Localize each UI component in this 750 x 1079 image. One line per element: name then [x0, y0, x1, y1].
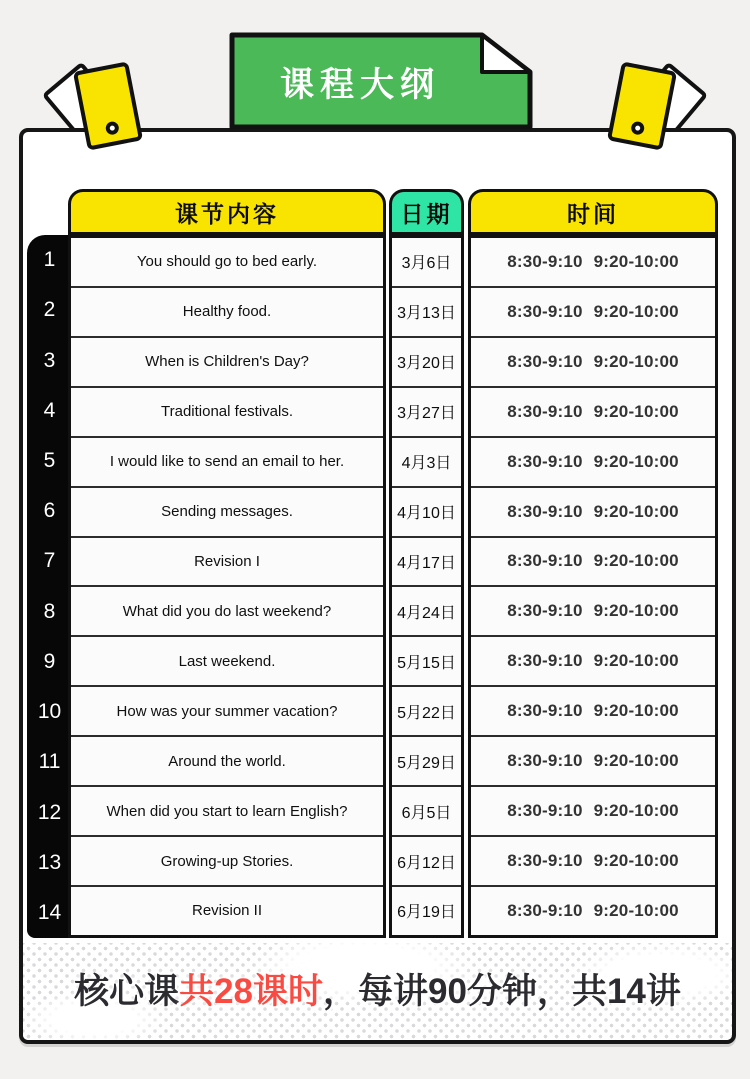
lesson-content-cell: Around the world. [71, 735, 383, 785]
footer-prefix: 核心课 [74, 971, 180, 1011]
lesson-time-cell: 8:30-9:10 9:20-10:00 [471, 536, 715, 586]
header-lesson-content: 课节内容 [68, 189, 386, 235]
lesson-content-cell: I would like to send an email to her. [71, 436, 383, 486]
lesson-content-cell: Growing-up Stories. [71, 835, 383, 885]
lesson-date-cell: 4月24日 [392, 585, 461, 635]
lesson-number: 6 [43, 499, 56, 523]
tag-hole-icon [630, 120, 645, 135]
lesson-time-cell: 8:30-9:10 9:20-10:00 [471, 885, 715, 935]
lesson-date-cell: 3月6日 [401, 255, 452, 273]
lesson-content-cell: What did you do last weekend? [71, 585, 383, 635]
lesson-time-cell: 8:30-9:10 9:20-10:00 [471, 635, 715, 685]
row-number-strip [27, 235, 72, 938]
lesson-number: 13 [37, 850, 62, 874]
lesson-number: 1 [43, 248, 56, 272]
lesson-content-cell: How was your summer vacation? [71, 685, 383, 735]
footer-highlight: 共28课时 [179, 971, 324, 1011]
lesson-number: 5 [43, 448, 56, 472]
lesson-date-cell: 4月17日 [392, 536, 461, 586]
lesson-time-cell: 8:30-9:10 9:20-10:00 [471, 835, 715, 885]
tag-hole-icon [105, 120, 120, 135]
lesson-date-cell: 6月12日 [392, 835, 461, 885]
header-time: 时间 [468, 189, 718, 235]
lesson-content-cell: You should go to bed early. [136, 253, 318, 271]
lesson-date-cell: 3月20日 [392, 336, 461, 386]
lesson-time-cell: 8:30-9:10 9:20-10:00 [471, 486, 715, 536]
lesson-number: 10 [37, 700, 62, 724]
lesson-date-cell: 6月5日 [392, 785, 461, 835]
banner-title: 课程大纲 [280, 65, 440, 104]
lesson-content-cell: Revision I [71, 536, 383, 586]
lesson-date-cell: 5月22日 [392, 685, 461, 735]
lesson-date-cell: 4月10日 [392, 486, 461, 536]
lesson-content-cell: Healthy food. [71, 286, 383, 336]
footer-banner [23, 943, 732, 1040]
lesson-number: 8 [43, 599, 56, 623]
lesson-date-cell: 4月3日 [392, 436, 461, 486]
lesson-number: 2 [43, 298, 56, 322]
lesson-number: 4 [43, 398, 56, 422]
lesson-time-cell: 8:30-9:10 9:20-10:00 [471, 336, 715, 386]
lesson-number: 11 [38, 750, 61, 774]
column-lesson-content [68, 235, 386, 938]
footer-suffix: ，每讲90分钟，共14讲 [323, 971, 681, 1011]
lesson-content-cell: Revision II [71, 885, 383, 935]
lesson-number: 14 [37, 900, 62, 924]
lesson-content-cell: When did you start to learn English? [71, 785, 383, 835]
lesson-number: 3 [43, 348, 56, 372]
lesson-time-cell: 8:30-9:10 9:20-10:00 [471, 386, 715, 436]
header-date: 日期 [389, 189, 464, 235]
lesson-date-cell: 5月29日 [392, 735, 461, 785]
lesson-date-cell: 3月27日 [392, 386, 461, 436]
outline-card [19, 128, 736, 1044]
lesson-content-cell: Sending messages. [71, 486, 383, 536]
lesson-time-cell: 8:30-9:10 9:20-10:00 [507, 251, 679, 271]
lesson-time-cell: 8:30-9:10 9:20-10:00 [471, 785, 715, 835]
folded-corner-icon [482, 35, 530, 72]
lesson-date-cell: 3月13日 [392, 286, 461, 336]
lesson-content-cell: Last weekend. [71, 635, 383, 685]
lesson-content-cell: Traditional festivals. [71, 386, 383, 436]
lesson-number: 7 [43, 549, 56, 573]
lesson-number: 12 [37, 800, 62, 824]
lesson-time-cell: 8:30-9:10 9:20-10:00 [471, 286, 715, 336]
lesson-time-cell: 8:30-9:10 9:20-10:00 [471, 436, 715, 486]
lesson-time-cell: 8:30-9:10 9:20-10:00 [471, 735, 715, 785]
column-time [468, 235, 718, 938]
lesson-time-cell: 8:30-9:10 9:20-10:00 [471, 585, 715, 635]
lesson-number: 9 [43, 649, 56, 673]
lesson-time-cell: 8:30-9:10 9:20-10:00 [471, 685, 715, 735]
column-date [389, 235, 464, 938]
lesson-date-cell: 6月19日 [392, 885, 461, 935]
footer-summary-text [74, 964, 681, 1020]
lesson-content-cell: When is Children's Day? [71, 336, 383, 386]
lesson-date-cell: 5月15日 [392, 635, 461, 685]
